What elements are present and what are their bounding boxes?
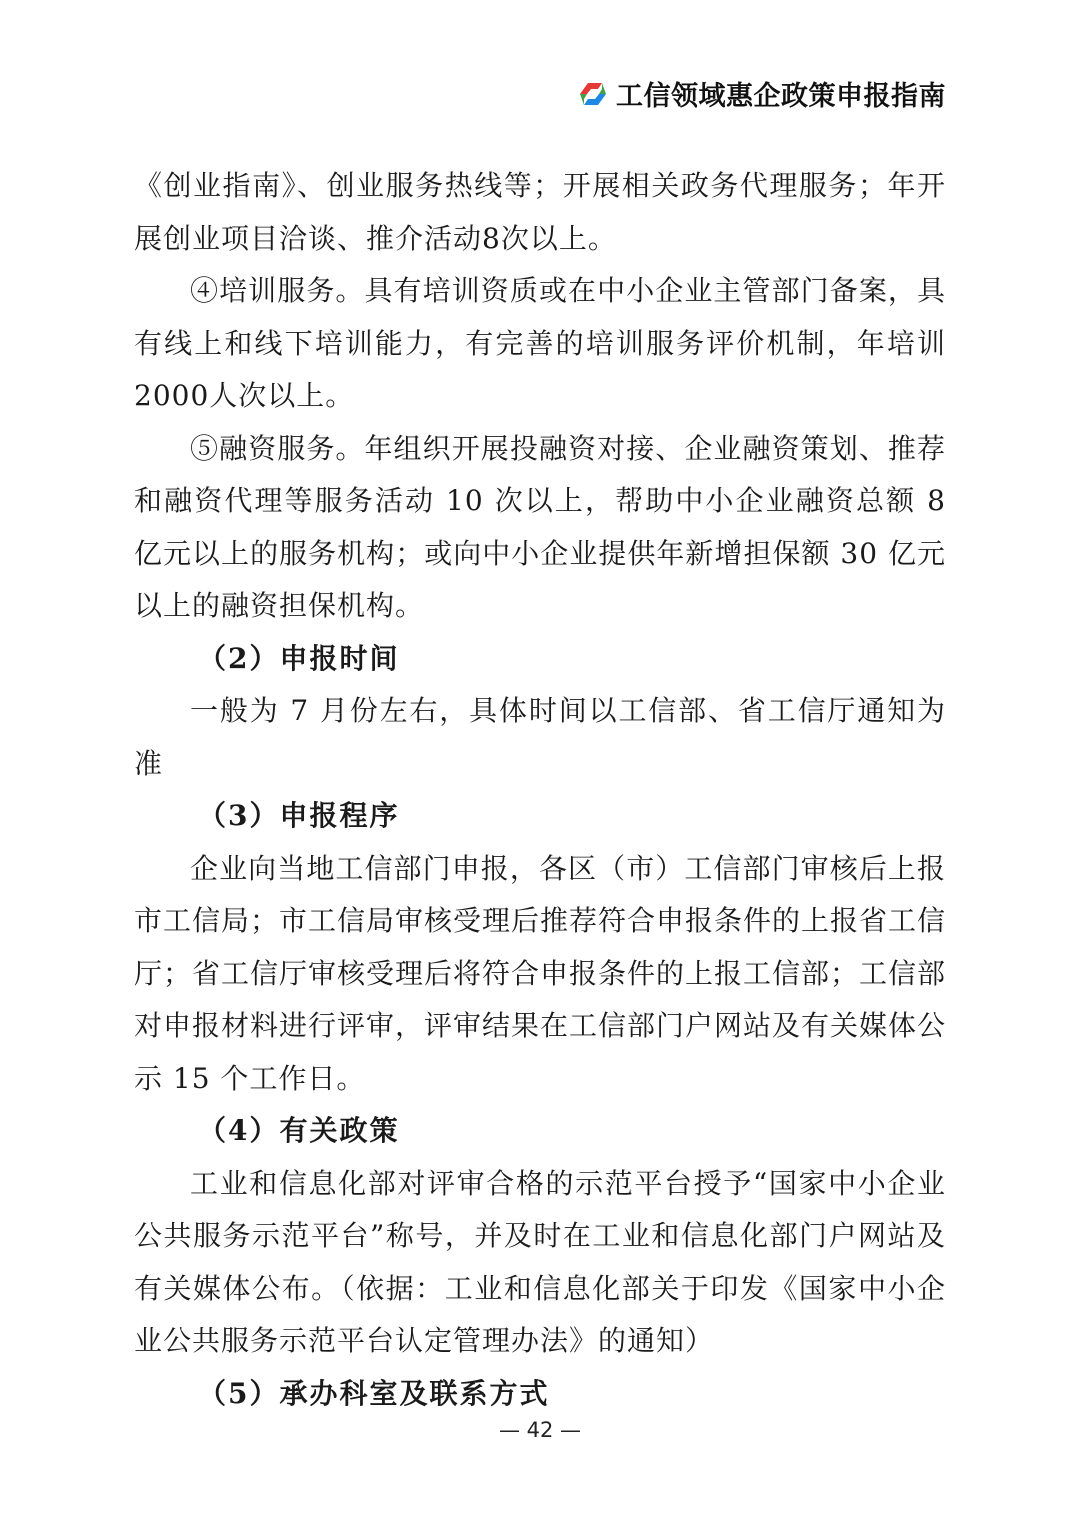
- paragraph-application-time: 一般为 7 月份左右，具体时间以工信部、省工信厅通知为准: [134, 694, 946, 780]
- brand-logo-icon: [576, 77, 610, 111]
- paragraph-financing-service: ⑤融资服务。年组织开展投融资对接、企业融资策划、推荐和融资代理等服务活动 10 次以上，帮助中小企业融资总额 8 亿元以上的服务机构；或向中小企业提供年新增担保额 30 亿元以上的融资担保机构。: [134, 431, 946, 622]
- page-number: — 42 —: [498, 1418, 582, 1442]
- page-header: [576, 74, 946, 113]
- document-body: [134, 160, 946, 1420]
- section-heading-related-policy: （4）有关政策: [198, 1114, 400, 1147]
- paragraph-application-procedure: 企业向当地工信部门申报，各区（市）工信部门审核后上报市工信局；市工信局审核受理后推荐符合申报条件的上报省工信厅；省工信厅审核受理后将符合申报条件的上报工信部；工信部对申报材料进行评审，评审结果在工信部门户网站及有关媒体公示 15 个工作日。: [134, 851, 947, 1095]
- section-heading-contact: （5）承办科室及联系方式: [198, 1376, 550, 1410]
- document-title: 工信领域惠企政策申报指南: [616, 81, 946, 112]
- paragraph-related-policy: 工业和信息化部对评审合格的示范平台授予“国家中小企业公共服务示范平台”称号，并及时在工业和信息化部门户网站及有关媒体公布。（依据：工业和信息化部关于印发《国家中小企业公共服务示范平台认定管理办法》的通知）: [134, 1166, 946, 1357]
- paragraph-training-service: ④培训服务。具有培训资质或在中小企业主管部门备案，具有线上和线下培训能力，有完善的培训服务评价机制，年培训2000人次以上。: [134, 274, 946, 412]
- paragraph-intro: 《创业指南》、创业服务热线等；开展相关政务代理服务；年开展创业项目洽谈、推介活动8次以上。: [134, 169, 946, 255]
- section-heading-application-time: （2）申报时间: [198, 641, 400, 675]
- section-heading-application-procedure: （3）申报程序: [198, 799, 400, 832]
